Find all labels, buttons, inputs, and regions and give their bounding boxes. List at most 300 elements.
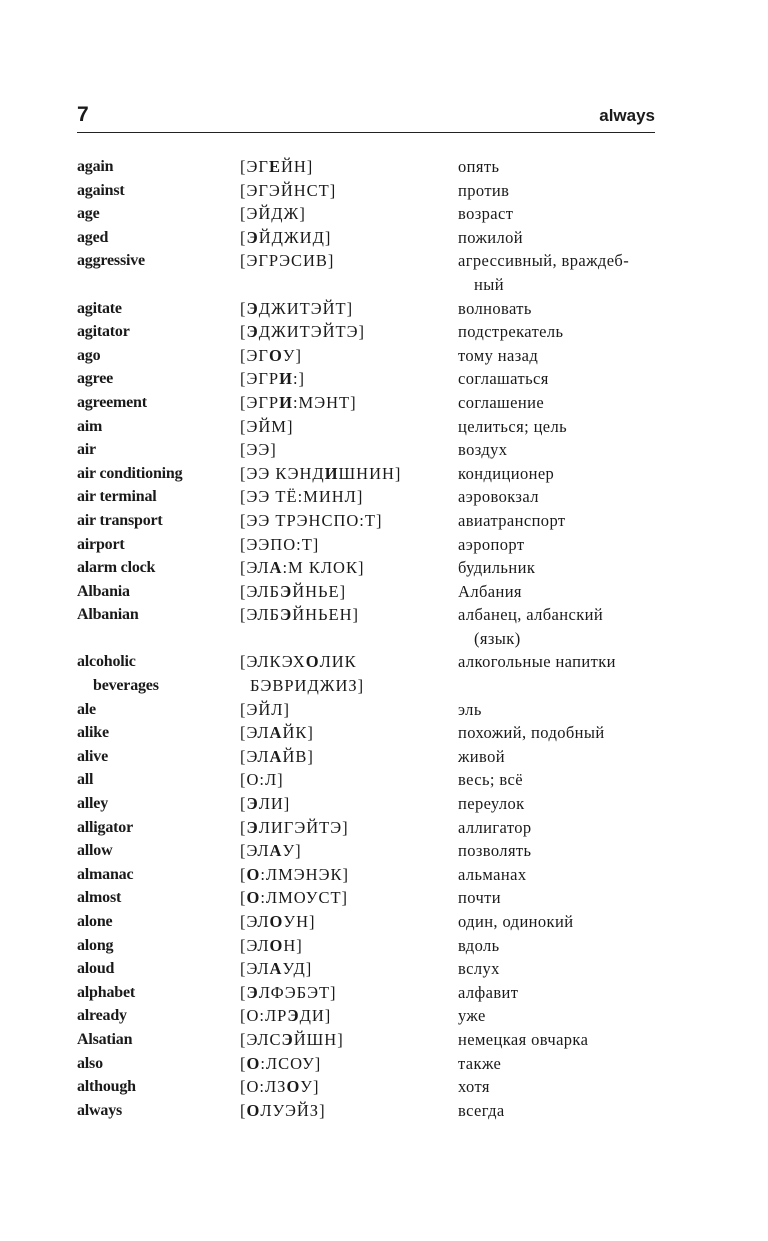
translation-text: альманах xyxy=(458,864,527,884)
headword-text: aged xyxy=(77,228,109,246)
transcription-part: [ЭЙДЖ] xyxy=(240,204,306,224)
transcription-part: ДЖИТЭЙТЭ] xyxy=(258,322,366,342)
transcription-part: ЙНЬЕ] xyxy=(292,581,347,601)
dictionary-entry xyxy=(77,155,677,179)
headword-text: aggressive xyxy=(77,252,145,270)
dictionary-entry xyxy=(77,179,677,203)
headword-text: all xyxy=(77,771,94,789)
transcription-part: [ xyxy=(240,982,247,1002)
stressed-letter: О xyxy=(246,1053,261,1073)
headword-text: alphabet xyxy=(77,983,135,1001)
headword xyxy=(77,957,240,981)
transcription-part: ЙВ] xyxy=(282,746,314,766)
headword-text: alarm clock xyxy=(77,559,156,577)
headword-text: Albania xyxy=(77,582,130,600)
headword-text: air xyxy=(77,441,96,459)
headword-text: age xyxy=(77,205,100,223)
stressed-letter: А xyxy=(269,723,283,743)
transcription-part: [О:ЛЗ xyxy=(240,1077,287,1097)
headword xyxy=(77,367,240,391)
dictionary-entry xyxy=(77,344,677,368)
translation-text: опять xyxy=(458,157,500,176)
dictionary-entry xyxy=(77,981,677,1005)
stressed-letter: Э xyxy=(281,1029,294,1049)
transcription xyxy=(240,1004,458,1028)
dictionary-entries xyxy=(77,155,677,1122)
transcription-part: ЛИК xyxy=(319,652,357,672)
transcription xyxy=(240,202,458,226)
headword xyxy=(77,650,240,697)
headword xyxy=(77,202,240,226)
transcription-part: [О:Л] xyxy=(240,770,284,790)
transcription-part: У] xyxy=(282,345,302,365)
dictionary-entry xyxy=(77,1052,677,1076)
headword xyxy=(77,415,240,439)
transcription-part: [ЭЛ xyxy=(240,935,270,955)
headword xyxy=(77,391,240,415)
stressed-letter: О xyxy=(268,345,283,365)
headword-text: alive xyxy=(77,747,108,765)
headword xyxy=(77,462,240,486)
transcription-part: [ЭЙЛ] xyxy=(240,699,290,719)
stressed-letter: Э xyxy=(246,322,259,342)
transcription-part: [ЭЭПО:Т] xyxy=(240,534,320,554)
headword xyxy=(77,226,240,250)
transcription xyxy=(240,886,458,910)
headword xyxy=(77,1099,240,1123)
dictionary-entry xyxy=(77,297,677,321)
headword-text: along xyxy=(77,936,114,954)
translation xyxy=(458,580,677,604)
headword xyxy=(77,556,240,580)
translation xyxy=(458,1004,677,1028)
stressed-letter: А xyxy=(269,746,283,766)
transcription xyxy=(240,934,458,958)
transcription xyxy=(240,580,458,604)
headword xyxy=(77,1004,240,1028)
headword xyxy=(77,297,240,321)
stressed-letter: Э xyxy=(246,227,259,247)
headword-text: although xyxy=(77,1078,136,1096)
transcription xyxy=(240,910,458,934)
transcription-part: У] xyxy=(300,1077,320,1097)
dictionary-entry xyxy=(77,580,677,604)
stressed-letter: И xyxy=(324,463,339,483)
stressed-letter: А xyxy=(269,841,283,861)
transcription-part: [ЭЙМ] xyxy=(240,416,294,436)
dictionary-entry xyxy=(77,1004,677,1028)
transcription-part: :ЛМЭНЭК] xyxy=(260,864,349,884)
transcription-part: [ЭЛ xyxy=(240,959,270,979)
headword xyxy=(77,863,240,887)
headword xyxy=(77,934,240,958)
transcription xyxy=(240,179,458,203)
transcription xyxy=(240,297,458,321)
translation xyxy=(458,981,677,1005)
transcription-part: [ xyxy=(240,888,247,908)
translation-text: Албания xyxy=(458,581,522,601)
translation-text: волновать xyxy=(458,298,532,318)
headword-text: also xyxy=(77,1054,103,1072)
transcription xyxy=(240,556,458,580)
translation-text: агрессивный, враждеб- xyxy=(458,251,630,271)
transcription-part: :М КЛОК] xyxy=(282,558,365,578)
transcription xyxy=(240,792,458,816)
headword-text: aim xyxy=(77,417,103,435)
translation xyxy=(458,745,677,769)
transcription-part: [ЭЛС xyxy=(240,1029,282,1049)
transcription xyxy=(240,1052,458,1076)
dictionary-entry xyxy=(77,438,677,462)
headword xyxy=(77,721,240,745)
transcription-part: [ xyxy=(240,794,247,814)
translation-text: подстрекатель xyxy=(458,322,564,342)
transcription-part: :ЛМОУСТ] xyxy=(260,888,349,908)
headword xyxy=(77,792,240,816)
dictionary-entry xyxy=(77,768,677,792)
stressed-letter: О xyxy=(269,912,284,931)
dictionary-entry xyxy=(77,792,677,816)
dictionary-entry xyxy=(77,910,677,934)
transcription xyxy=(240,957,458,981)
translation-text: немецкая овчарка xyxy=(458,1029,589,1049)
translation xyxy=(458,768,677,792)
transcription xyxy=(240,533,458,557)
headword xyxy=(77,320,240,344)
translation xyxy=(458,320,677,344)
translation-text: аллигатор xyxy=(458,817,532,837)
headword-text: agreement xyxy=(77,393,147,411)
headword-text: aloud xyxy=(77,960,115,978)
translation xyxy=(458,179,677,203)
translation-text: вслух xyxy=(458,959,500,979)
translation-text: аэровокзал xyxy=(458,487,539,507)
running-head: always xyxy=(599,106,655,125)
translation xyxy=(458,249,677,296)
transcription-part: :ЛСОУ] xyxy=(260,1053,322,1073)
headword xyxy=(77,768,240,792)
stressed-letter: И xyxy=(279,392,293,412)
translation xyxy=(458,650,677,697)
translation xyxy=(458,533,677,557)
translation-text: всегда xyxy=(458,1100,505,1120)
stressed-letter: А xyxy=(269,959,283,979)
translation xyxy=(458,155,677,179)
translation xyxy=(458,698,677,722)
headword xyxy=(77,910,240,934)
headword-text: already xyxy=(77,1007,127,1025)
headword xyxy=(77,1052,240,1076)
transcription-part: [ЭЭ КЭНД xyxy=(240,463,325,483)
headword xyxy=(77,981,240,1005)
transcription-part: ШНИН] xyxy=(338,463,402,483)
transcription xyxy=(240,768,458,792)
translation xyxy=(458,816,677,840)
transcription-part: [ЭЛ xyxy=(240,841,270,861)
headword-text: against xyxy=(77,181,125,199)
transcription-part: [ЭЛБ xyxy=(240,581,281,601)
headword xyxy=(77,179,240,203)
transcription-part: [ЭЭ ТРЭНСПО:Т] xyxy=(240,510,383,530)
transcription xyxy=(240,698,458,722)
translation-text: живой xyxy=(458,746,505,766)
headword xyxy=(77,344,240,368)
transcription-part: ЛИГЭЙТЭ] xyxy=(258,817,349,837)
transcription-part: [ЭГРЭСИВ] xyxy=(240,251,335,271)
transcription-part: УН] xyxy=(283,912,316,931)
dictionary-entry xyxy=(77,603,677,650)
headword xyxy=(77,886,240,910)
transcription-part: [ЭГ xyxy=(240,345,269,365)
translation-text: почти xyxy=(458,888,501,908)
headword-text: allow xyxy=(77,842,113,860)
transcription xyxy=(240,1075,458,1099)
translation xyxy=(458,415,677,439)
translation xyxy=(458,344,677,368)
transcription-part: ЙШН] xyxy=(293,1029,344,1049)
transcription-part: :] xyxy=(292,369,306,389)
transcription xyxy=(240,603,458,650)
translation xyxy=(458,297,677,321)
dictionary-entry xyxy=(77,485,677,509)
headword-text: agree xyxy=(77,370,114,388)
headword xyxy=(77,745,240,769)
headword-text: again xyxy=(77,158,114,175)
translation-text: хотя xyxy=(458,1077,490,1097)
transcription-part: [ЭЭ ТЁ:МИНЛ] xyxy=(240,487,364,507)
dictionary-entry xyxy=(77,1075,677,1099)
translation xyxy=(458,886,677,910)
stressed-letter: Э xyxy=(246,794,259,814)
translation xyxy=(458,603,677,650)
dictionary-entry xyxy=(77,367,677,391)
transcription-part: [ xyxy=(240,322,247,342)
stressed-letter: О xyxy=(286,1077,301,1097)
translation-text: против xyxy=(458,180,510,200)
transcription xyxy=(240,863,458,887)
stressed-letter: Е xyxy=(268,157,281,176)
transcription-part: ДЖИТЭЙТ] xyxy=(258,298,354,318)
dictionary-entry xyxy=(77,650,677,697)
transcription-part: :МЭНТ] xyxy=(292,392,357,412)
headword-text: alike xyxy=(77,724,109,742)
headword xyxy=(77,485,240,509)
stressed-letter: О xyxy=(305,652,320,672)
dictionary-entry xyxy=(77,202,677,226)
transcription-part: [ xyxy=(240,817,247,837)
headword xyxy=(77,816,240,840)
translation-text: эль xyxy=(458,699,482,719)
headword-text: alcoholic xyxy=(77,653,136,671)
translation-text: также xyxy=(458,1053,502,1073)
translation-text: один, одинокий xyxy=(458,912,574,931)
transcription-part: [ЭЭ] xyxy=(240,440,277,460)
dictionary-entry xyxy=(77,816,677,840)
headword-text: air transport xyxy=(77,511,163,529)
stressed-letter: Э xyxy=(287,1006,300,1026)
transcription xyxy=(240,415,458,439)
translation xyxy=(458,391,677,415)
transcription xyxy=(240,367,458,391)
stressed-letter: Э xyxy=(280,581,293,601)
translation xyxy=(458,957,677,981)
stressed-letter: Э xyxy=(280,605,293,625)
headword-text: ale xyxy=(77,700,96,718)
headword-text: Albanian xyxy=(77,606,139,624)
transcription-part: [ЭГР xyxy=(240,392,280,412)
dictionary-entry xyxy=(77,886,677,910)
dictionary-entry xyxy=(77,934,677,958)
translation-text: вдоль xyxy=(458,935,500,955)
headword-continuation: beverages xyxy=(93,677,159,695)
dictionary-entry xyxy=(77,533,677,557)
transcription-part: ДИ] xyxy=(299,1006,332,1026)
dictionary-entry xyxy=(77,1028,677,1052)
translation xyxy=(458,910,677,934)
translation-text: алфавит xyxy=(458,982,519,1002)
dictionary-entry xyxy=(77,391,677,415)
dictionary-entry xyxy=(77,556,677,580)
stressed-letter: И xyxy=(279,369,293,389)
translation-text: кондиционер xyxy=(458,463,555,483)
headword-text: air terminal xyxy=(77,488,157,506)
dictionary-entry xyxy=(77,698,677,722)
dictionary-entry xyxy=(77,415,677,439)
headword xyxy=(77,509,240,533)
dictionary-entry xyxy=(77,839,677,863)
headword xyxy=(77,155,240,179)
translation-text: авиатранспорт xyxy=(458,510,566,530)
transcription-part: [ xyxy=(240,864,247,884)
transcription-part: [ xyxy=(240,1053,247,1073)
headword xyxy=(77,533,240,557)
transcription-part: [ЭГЭЙНСТ] xyxy=(240,180,337,200)
headword xyxy=(77,1075,240,1099)
transcription xyxy=(240,391,458,415)
transcription xyxy=(240,721,458,745)
transcription xyxy=(240,745,458,769)
translation-text: целиться; цель xyxy=(458,416,568,436)
transcription xyxy=(240,344,458,368)
transcription-part: [ xyxy=(240,227,247,247)
translation-text: тому назад xyxy=(458,345,539,365)
headword xyxy=(77,249,240,296)
translation-text: возраст xyxy=(458,204,514,224)
headword-text: agitate xyxy=(77,299,122,317)
transcription-part: [ЭЛБ xyxy=(240,605,281,625)
transcription-part: ЙДЖИД] xyxy=(258,227,332,247)
transcription xyxy=(240,981,458,1005)
headword-text: always xyxy=(77,1101,123,1119)
dictionary-entry xyxy=(77,226,677,250)
translation-text: уже xyxy=(458,1006,486,1026)
headword xyxy=(77,580,240,604)
stressed-letter: О xyxy=(246,1100,261,1120)
page-number: 7 xyxy=(77,103,89,126)
translation xyxy=(458,934,677,958)
dictionary-entry xyxy=(77,462,677,486)
translation-text: весь; всё xyxy=(458,770,523,790)
translation-text: позволять xyxy=(458,841,532,861)
transcription-part: [ЭЛ xyxy=(240,723,270,743)
translation xyxy=(458,367,677,391)
transcription-part: [ЭЛ xyxy=(240,746,270,766)
transcription xyxy=(240,650,458,697)
transcription xyxy=(240,155,458,179)
page-header xyxy=(77,100,655,133)
dictionary-entry xyxy=(77,863,677,887)
stressed-letter: О xyxy=(269,935,284,955)
translation-text: будильник xyxy=(458,558,536,578)
transcription-part: [ xyxy=(240,1100,247,1120)
dictionary-entry xyxy=(77,1099,677,1123)
translation-text: аэропорт xyxy=(458,534,525,554)
headword-text: ago xyxy=(77,346,101,364)
translation-text: алкогольные напитки xyxy=(458,652,616,672)
translation xyxy=(458,509,677,533)
transcription-part: [ЭЛ xyxy=(240,912,270,931)
transcription xyxy=(240,1028,458,1052)
translation-text: воздух xyxy=(458,440,508,460)
transcription-part: ЛИ] xyxy=(258,794,291,814)
translation xyxy=(458,202,677,226)
transcription-part: У] xyxy=(282,841,302,861)
headword xyxy=(77,603,240,650)
stressed-letter: Э xyxy=(246,817,259,837)
translation xyxy=(458,1052,677,1076)
transcription xyxy=(240,226,458,250)
translation-text: соглашение xyxy=(458,392,545,412)
transcription-part: [ЭЛ xyxy=(240,558,270,578)
headword xyxy=(77,1028,240,1052)
transcription-part: ЙН] xyxy=(280,157,314,176)
headword-text: alligator xyxy=(77,818,133,836)
headword-text: almanac xyxy=(77,865,134,883)
transcription xyxy=(240,485,458,509)
translation xyxy=(458,721,677,745)
headword-text: alley xyxy=(77,795,108,813)
translation xyxy=(458,1075,677,1099)
translation xyxy=(458,1028,677,1052)
stressed-letter: Э xyxy=(246,982,259,1002)
dictionary-entry xyxy=(77,721,677,745)
stressed-letter: О xyxy=(246,888,261,908)
transcription-part: [ЭГ xyxy=(240,157,269,176)
transcription-part: ЛУЭЙЗ] xyxy=(260,1100,326,1120)
translation-text: албанец, албанский xyxy=(458,605,604,625)
translation xyxy=(458,226,677,250)
stressed-letter: О xyxy=(246,864,261,884)
stressed-letter: А xyxy=(269,558,283,578)
headword-text: airport xyxy=(77,535,125,553)
translation xyxy=(458,863,677,887)
translation-text: похожий, подобный xyxy=(458,723,605,743)
dictionary-entry xyxy=(77,320,677,344)
transcription-part: ЛФЭБЭТ] xyxy=(258,982,337,1002)
dictionary-entry xyxy=(77,249,677,296)
translation-continuation: ный xyxy=(474,274,504,294)
transcription-part: УД] xyxy=(282,959,313,979)
transcription xyxy=(240,509,458,533)
dictionary-entry xyxy=(77,745,677,769)
transcription xyxy=(240,462,458,486)
transcription xyxy=(240,839,458,863)
translation xyxy=(458,792,677,816)
transcription-part: [О:ЛР xyxy=(240,1006,288,1026)
transcription xyxy=(240,816,458,840)
translation xyxy=(458,839,677,863)
headword xyxy=(77,698,240,722)
